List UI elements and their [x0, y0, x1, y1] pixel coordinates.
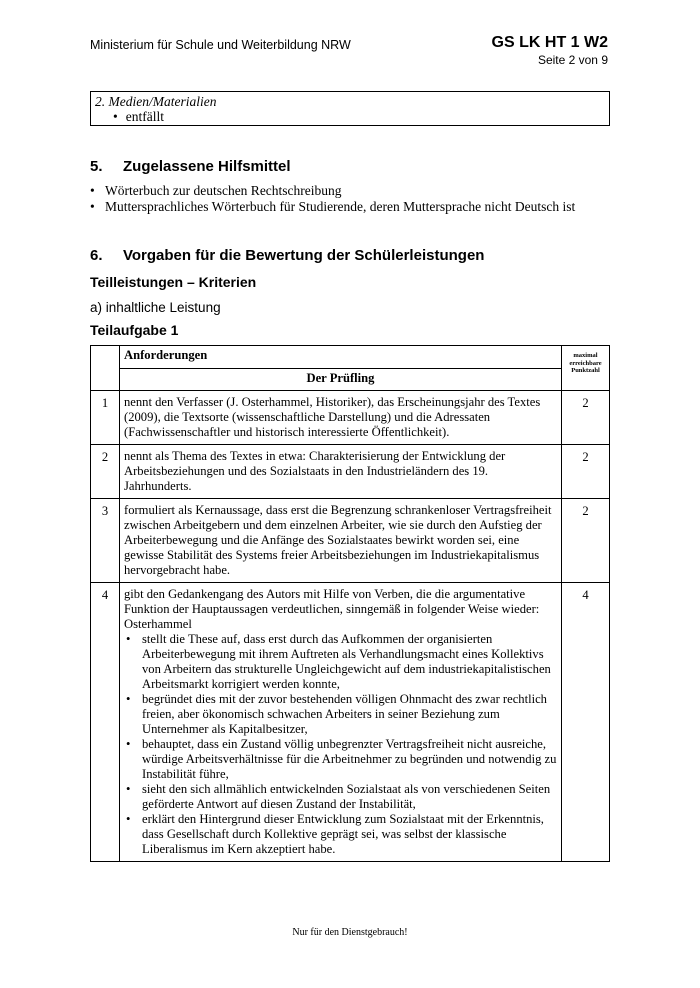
row-points: 2: [562, 391, 610, 445]
media-item: [113, 109, 164, 124]
row-number: 3: [91, 499, 120, 583]
row-text: nennt als Thema des Textes in etwa: Charakterisierung der Entwicklung der Arbeitsbeziehungen und des Sozialstaats in den Industrieländern des 19. Jahrhunderts.: [120, 445, 562, 499]
media-title: 2. Medien/Materialien: [95, 94, 217, 109]
ministry-name: Ministerium für Schule und Weiterbildung NRW: [90, 38, 351, 52]
criteria-subheading: Teilleistungen – Kriterien: [90, 274, 257, 290]
row-points: 4: [562, 583, 610, 862]
media-box: [90, 91, 610, 126]
aids-list: [90, 183, 575, 215]
row-number: 4: [91, 583, 120, 862]
row-points: 2: [562, 445, 610, 499]
row-number: 1: [91, 391, 120, 445]
row-intro: gibt den Gedankengang des Autors mit Hilfe von Verben, die die argumentative Funktion der Hauptaussagen verdeutlichen, sinngemäß in folgender Weise wieder: Osterhammel: [124, 587, 540, 631]
section-5-number: 5.: [90, 158, 103, 175]
table-subheader-row: [91, 369, 610, 391]
section-5-title: Zugelassene Hilfsmittel: [123, 158, 291, 175]
header-requirements: Anforderungen: [120, 346, 562, 369]
row-number: 2: [91, 445, 120, 499]
table-row: [91, 445, 610, 499]
document-code: GS LK HT 1 W2: [491, 34, 608, 51]
list-item: • stellt die These auf, dass erst durch das Aufkommen der organisierten Arbeiterbewegung mit ihrem Auftreten als Verhandlungsmacht eines Kollektivs von Arbeitern das strukturelle Ungleichgewicht auf dem industriekapitalistischen Arbeitsmarkt korrigiert werden konnte,: [124, 632, 557, 692]
aids-item: • Muttersprachliches Wörterbuch für Studierende, deren Muttersprache nicht Deutsch ist: [90, 199, 575, 215]
table-row: [91, 391, 610, 445]
page-number: Seite 2 von 9: [537, 53, 608, 67]
task-heading: Teilaufgabe 1: [90, 322, 179, 338]
row-text: formuliert als Kernaussage, dass erst die Begrenzung schrankenloser Vertragsfreiheit zwischen Arbeitgebern und dem einzelnen Arbeiter, wie sie durch den Aufstieg der Arbeiterbewegung und die Anfänge des Sozialstaates bewirkt worden sei, eine gewisse Stabilität des Systems freier Arbeitsbeziehungen im Industriekapitalismus hervorgebracht habe.: [120, 499, 562, 583]
section-5-heading: [90, 158, 291, 175]
header-examinee: Der Prüfling: [120, 369, 562, 391]
list-item: • behauptet, dass ein Zustand völlig unbegrenzter Vertragsfreiheit nicht ausreiche, würdige Arbeitsverhältnisse für die Arbeitnehmer zu begründen und notwendig zu Instabilität führe,: [124, 737, 557, 782]
table-row: [91, 499, 610, 583]
list-item: • erklärt den Hintergrund dieser Entwicklung zum Sozialstaat mit der Erkenntnis, dass Gesellschaft durch Kollektive geprägt sei, was selbst der klassische Liberalismus im Kern akzeptiert habe.: [124, 812, 557, 857]
list-item: • begründet dies mit der zuvor bestehenden völligen Ohnmacht des zwar rechtlich freien, aber ökonomisch schwachen Arbeiters in seiner Beziehung zum Unternehmer als Kapitalbesitzer,: [124, 692, 557, 737]
media-item-text: entfällt: [125, 109, 164, 124]
aids-item: • Wörterbuch zur deutschen Rechtschreibung: [90, 183, 575, 199]
table-row: [91, 583, 610, 862]
header-points: maximal erreichbare Punktzahl: [562, 346, 610, 391]
footer-notice: Nur für den Dienstgebrauch!: [292, 927, 408, 938]
row-text: nennt den Verfasser (J. Osterhammel, Historiker), das Erscheinungsjahr des Textes (2009), die Textsorte (wissenschaftliche Darstellung) und die Adressaten (Fachwissenschaftler und historisch interessierte Öffentlichkeit).: [120, 391, 562, 445]
section-6-number: 6.: [90, 247, 103, 264]
row-points: 2: [562, 499, 610, 583]
list-item: • sieht den sich allmählich entwickelnden Sozialstaat als von verschiedenen Seiten geförderte Antwort auf diesen Zustand der Instabilität,: [124, 782, 557, 812]
row-bullet-list: [124, 632, 557, 857]
section-6-heading: [90, 247, 484, 264]
bullet: •: [113, 109, 118, 124]
criteria-table: [90, 345, 610, 862]
table-header-row: [91, 346, 610, 369]
content-performance-label: a) inhaltliche Leistung: [90, 300, 221, 315]
section-6-title: Vorgaben für die Bewertung der Schülerleistungen: [123, 247, 485, 264]
row-text: [120, 583, 562, 862]
header-blank-cell: [91, 346, 120, 391]
